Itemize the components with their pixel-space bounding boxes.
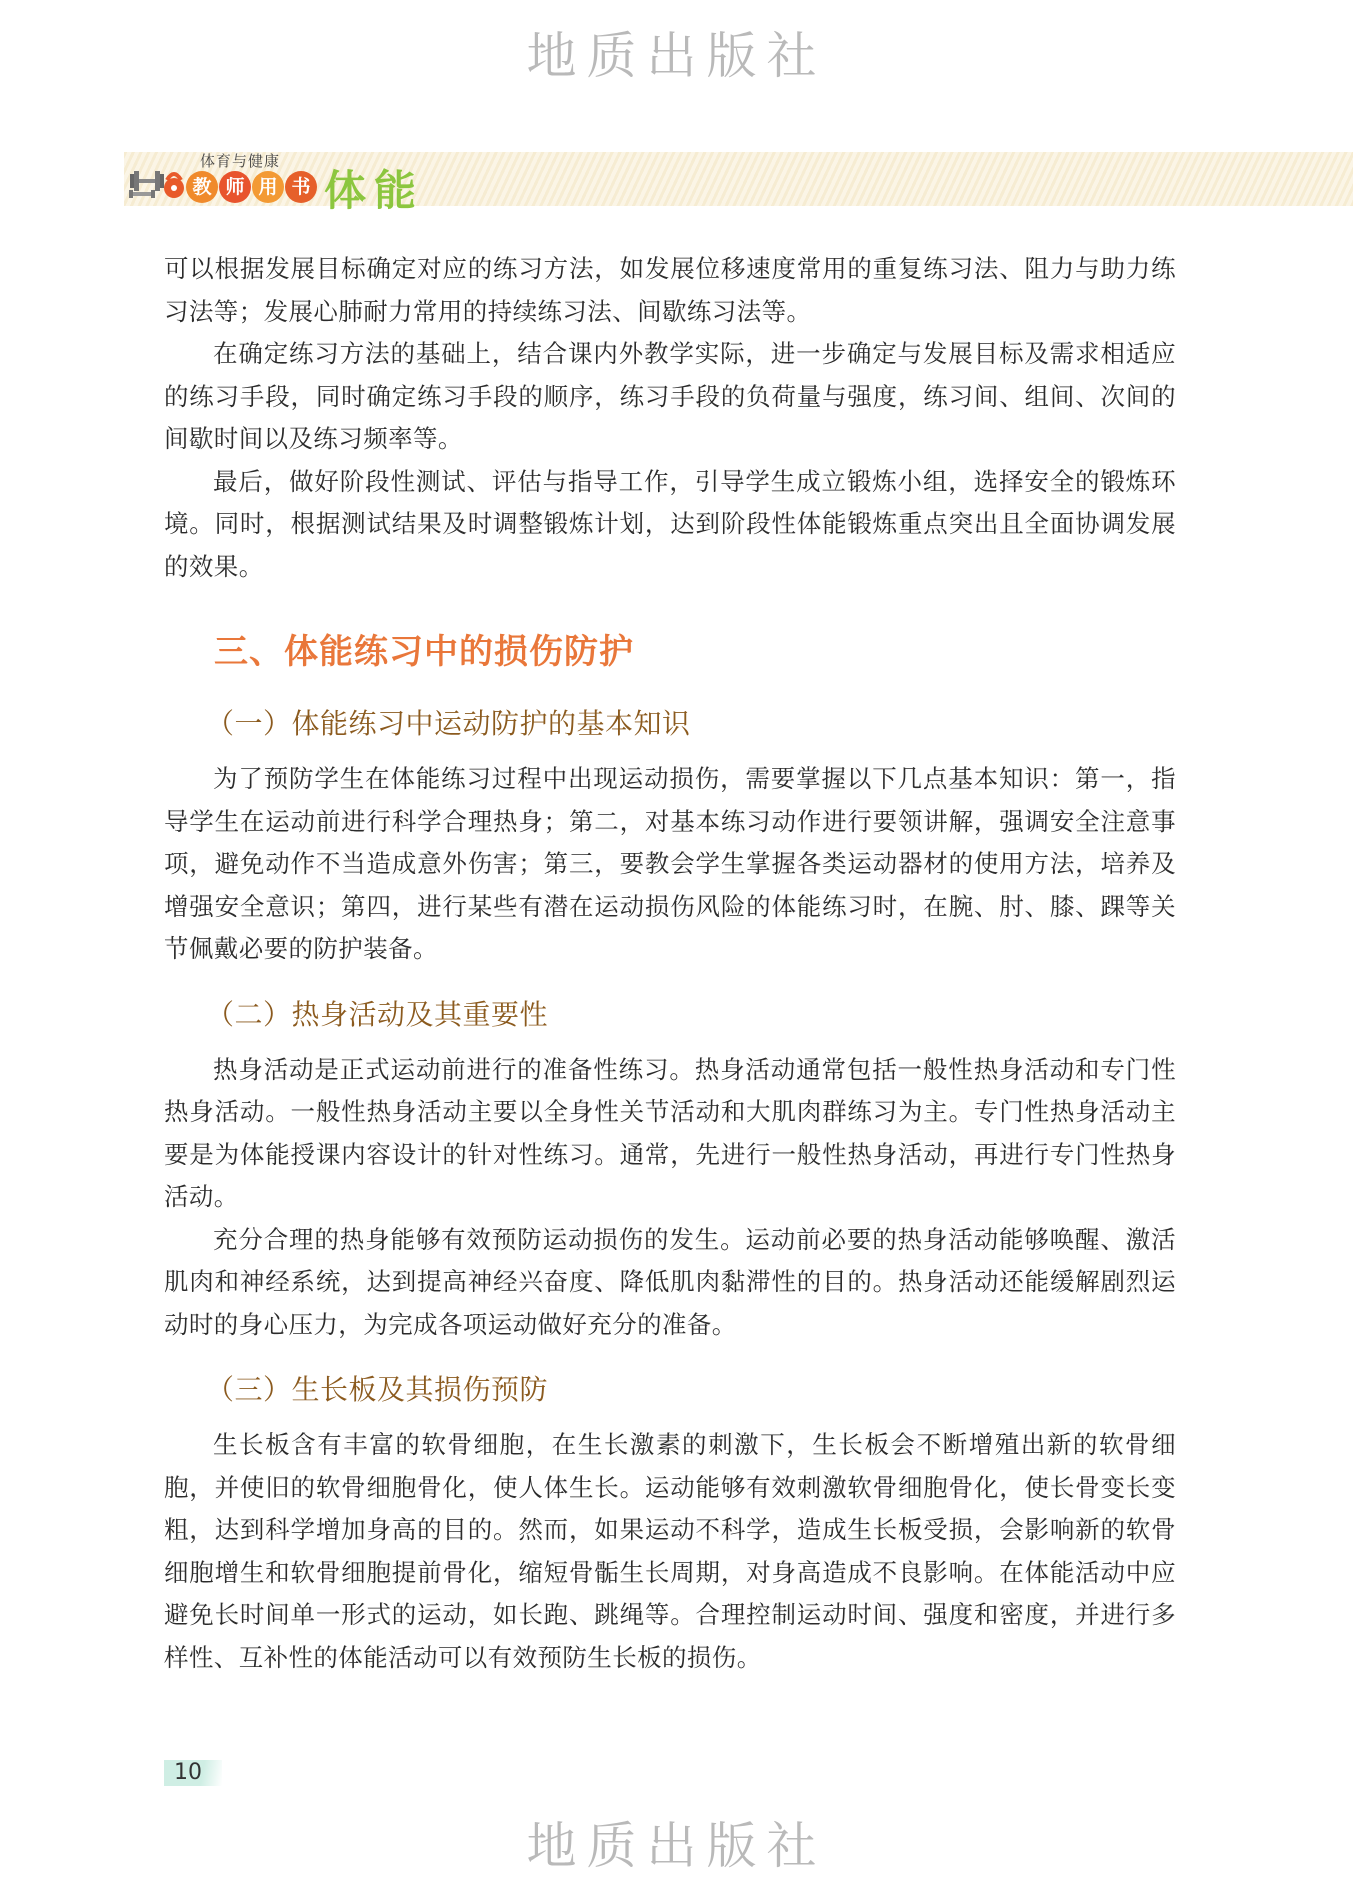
paragraph: 充分合理的热身能够有效预防运动损伤的发生。运动前必要的热身活动能够唤醒、激活肌肉和神经系统，达到提高神经兴奋度、降低肌肉黏滞性的目的。热身活动还能缓解剧烈运动时的身心压力，为完成各项运动做好充分的准备。 [164,1224,1176,1339]
paragraph: 为了预防学生在体能练习过程中出现运动损伤，需要掌握以下几点基本知识：第一，指导学生在运动前进行科学合理热身；第二，对基本练习动作进行要领讲解，强调安全注意事项，避免动作不当造成意外伤害；第三，要教会学生掌握各类运动器材的使用方法，培养及增强安全意识；第四，进行某些有潜在运动损伤风险的体能练习时，在腕、肘、膝、踝等关节佩戴必要的防护装备。 [164,764,1176,963]
fitness-equipment-icon [128,160,186,204]
series-label: 体育与健康 [200,152,281,170]
book-char: 师 [219,171,251,203]
publisher-watermark-top: 地质出版社 [526,27,827,85]
book-char: 用 [252,171,284,203]
page-number: 10 [164,1760,222,1786]
section-heading: 三、体能练习中的损伤防护 [214,632,634,672]
publisher-watermark-bottom: 地质出版社 [526,1817,827,1875]
subsection-heading: （三）生长板及其损伤预防 [206,1373,549,1406]
paragraph: 在确定练习方法的基础上，结合课内外教学实际，进一步确定与发展目标及需求相适应的练习手段，同时确定练习手段的顺序，练习手段的负荷量与强度，练习间、组间、次间的间歇时间以及练习频率等。 [164,339,1176,453]
book-char: 教 [186,171,218,203]
paragraph: 热身活动是正式运动前进行的准备性练习。热身活动通常包括一般性热身活动和专门性热身活动。一般性热身活动主要以全身性关节活动和大肌肉群练习为主。专门性热身活动主要是为体能授课内容设计的针对性练习。通常，先进行一般性热身活动，再进行专门性热身活动。 [164,1054,1176,1211]
book-char: 书 [285,171,317,203]
page-content [164,248,1176,1679]
teacher-book-label [186,171,318,203]
paragraph: 生长板含有丰富的软骨细胞，在生长激素的刺激下，生长板会不断增殖出新的软骨细胞，并使旧的软骨细胞骨化，使人体生长。运动能够有效刺激软骨细胞骨化，使长骨变长变粗，达到科学增加身高的目的。然而，如果运动不科学，造成生长板受损，会影响新的软骨细胞增生和软骨细胞提前骨化，缩短骨骺生长周期，对身高造成不良影响。在体能活动中应避免长时间单一形式的运动，如长跑、跳绳等。合理控制运动时间、强度和密度，并进行多样性、互补性的体能活动可以有效预防生长板的损伤。 [164,1430,1176,1672]
paragraph: 最后，做好阶段性测试、评估与指导工作，引导学生成立锻炼小组，选择安全的锻炼环境。同时，根据测试结果及时调整锻炼计划，达到阶段性体能锻炼重点突出且全面协调发展的效果。 [164,466,1176,581]
subsection-heading: （一）体能练习中运动防护的基本知识 [206,707,691,740]
paragraph: 可以根据发展目标确定对应的练习方法，如发展位移速度常用的重复练习法、阻力与助力练习法等；发展心肺耐力常用的持续练习法、间歇练习法等。 [164,254,1176,326]
subsection-heading: （二）热身活动及其重要性 [206,997,549,1031]
subject-title: 体能 [324,166,425,215]
